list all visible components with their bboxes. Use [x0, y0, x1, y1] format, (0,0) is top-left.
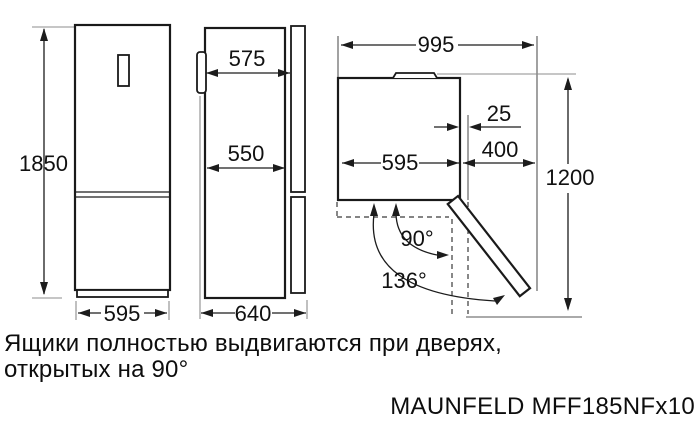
top-25-label: 25 — [486, 101, 512, 126]
open-door — [448, 196, 530, 296]
hinge-cover — [393, 73, 437, 78]
display-panel — [118, 55, 129, 86]
angle-136-label: 136° — [381, 268, 427, 293]
dim-front-width — [78, 301, 167, 326]
caption-line-2: открытых на 90° — [4, 356, 189, 383]
side-door-upper — [291, 26, 305, 192]
side-door-lower — [291, 197, 305, 293]
dim-top-1200 — [546, 77, 595, 311]
angle-90 — [392, 203, 449, 259]
side-550-label: 550 — [227, 141, 265, 166]
caption-line-1: Ящики полностью выдвигаются при дверях, — [4, 330, 503, 357]
dim-top-995 — [341, 32, 534, 57]
side-640-label: 640 — [234, 301, 272, 326]
front-width-label: 595 — [103, 301, 141, 326]
front-height-label: 1850 — [19, 151, 68, 176]
front-view — [19, 25, 170, 326]
top-cabinet — [338, 78, 460, 200]
top-1200-label: 1200 — [545, 165, 595, 190]
model-name: MAUNFELD MFF185NFx10 — [390, 393, 695, 420]
dim-top-400 — [463, 137, 535, 167]
side-575-label: 575 — [228, 46, 266, 71]
dim-front-height — [19, 28, 68, 295]
top-595-label: 595 — [381, 150, 419, 175]
plinth — [77, 290, 168, 297]
dim-side-640 — [201, 301, 306, 326]
angle-90-label: 90° — [400, 226, 434, 251]
top-400-label: 400 — [481, 137, 519, 162]
rear-spacer — [197, 52, 206, 93]
side-view — [197, 26, 307, 326]
caption — [4, 331, 502, 383]
top-995-label: 995 — [417, 32, 455, 57]
top-view — [337, 32, 594, 317]
